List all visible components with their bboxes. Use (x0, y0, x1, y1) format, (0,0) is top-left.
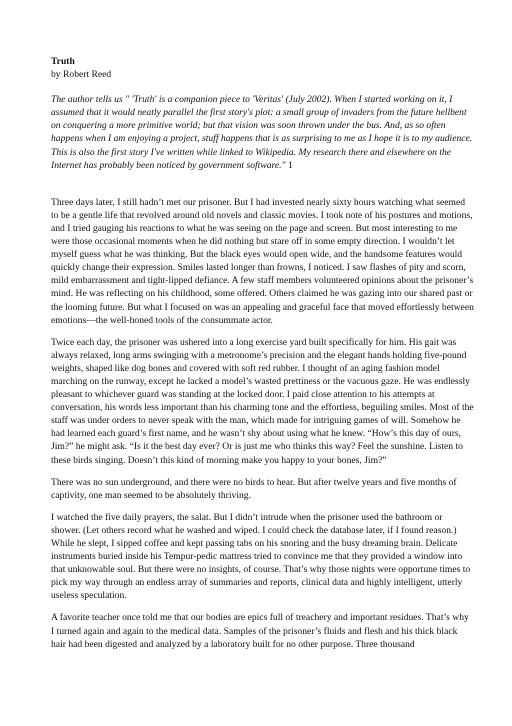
author-introduction (51, 93, 474, 172)
footnote-marker: 1 (285, 159, 293, 171)
body-paragraph-3: There was no sun underground, and there were no birds to hear. But after twelve years and five months of captivity, one man seemed to be absolutely thriving. (51, 476, 457, 501)
body-paragraph-5: A favorite teacher once told me that our bodies are epics full of treachery and important residues. That’s why I turned again and again to the medical data. Samples of the prisoner’s fluids and flesh and his thick black hair had been digested and analyzed by a laboratory built for no other purpose. Three thousand (51, 612, 469, 650)
body-paragraph-4: I watched the five daily prayers, the salat. But I didn’t intrude when the prisoner used the bathroom or shower. (Let others record what he washed and wiped. I could check the database later, if I found reason.) While he slept, I sipped coffee and kept passing tabs on his snoring and the busy dreaming brain. Delicate instruments buried inside his Tempur-pedic mattress tried to convince me that they provided a window into that unknowable soul. But there were no insights, of course. That’s why those nights were opportune times to pick my way through an endless array of summaries and reports, clinical data and highly intelligent, utterly useless speculation. (51, 511, 471, 602)
story-title: Truth (51, 56, 75, 67)
body-paragraph-1: Three days later, I still hadn’t met our prisoner. But I had invested nearly sixty hours watching what seemed to be a gentle life that revolved around old novels and classic movies. I took note of his postures and motions, and I tried gauging his reactions to what he was seeing on the page and screen. But most interesting to me were those occasional moments when he did nothing but stare off in some empty direction. I wouldn’t let myself guess what he was thinking. But the black eyes would open wide, and the handsome features would quickly change their expression. Smiles lasted longer than frowns, I noticed. I saw flashes of pity and scorn, mild embarrassment and tight-lipped defiance. A few staff members volunteered opinions about the prisoner’s mind. He was reflecting on his childhood, some offered. Others claimed he was gazing into our shared past or the looming future. But what I focused on was an appealing and graceful face that moved effortlessly between emotions—the well-honed tools of the consummate actor. (51, 196, 474, 326)
author-introduction-text: The author tells us " 'Truth' is a companion piece to 'Veritas' (July 2002). When I started working on it, I assumed that it would neatly parallel the first story's plot: a small group of invaders from the future hellbent on conquering a more primitive world; but that vision was soon thrown under the bus. And, as so often happens when I am enjoying a project, stuff happens that is as surprising to me as I hope it is to my audience. This is also the first story I've written while linked to Wikipedia. My research there and elsewhere on the Internet has probably been noticed by government software." (51, 94, 473, 171)
author-byline: by Robert Reed (51, 69, 112, 81)
body-paragraph-2: Twice each day, the prisoner was ushered into a long exercise yard built specifically for him. His gait was always relaxed, long arms swinging with a metronome’s precision and the elegant hands holding five-pound weights, shaped like dog bones and covered with soft red rubber. I thought of an aging fashion model marching on the runway, except he lacked a model’s wasted prettiness or the vacuous gaze. He was endlessly pleasant to whichever guard was standing at the locked door. I paid close attention to his attempts at conversation, his words less important than his charming tone and the effortless, beguiling smiles. Most of the staff was under orders to never speak with the man, which made for intriguing games of will. Somehow he had learned each guard’s first name, and he wasn’t shy about using what he knew. “How’s this day of ours, Jim?” he might ask. “Is it the best day ever? Or is just me who thinks this way? Feel the sunshine. Listen to these birds singing. Doesn’t this kind of morning make you happy to your bones, Jim?” (51, 336, 474, 466)
